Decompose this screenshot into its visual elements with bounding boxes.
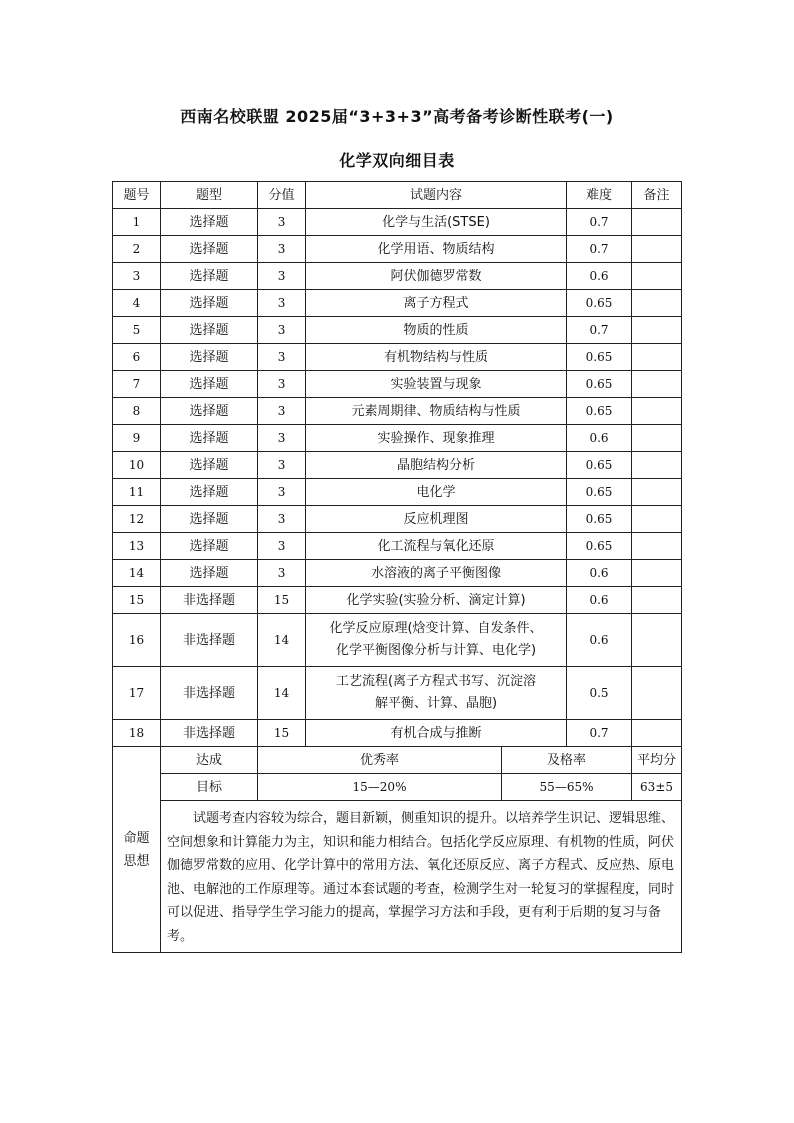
question-no: 18 bbox=[113, 720, 161, 747]
question-content: 阿伏伽德罗常数 bbox=[306, 263, 567, 290]
question-difficulty: 0.7 bbox=[567, 209, 632, 236]
question-content: 化工流程与氧化还原 bbox=[306, 533, 567, 560]
question-content: 电化学 bbox=[306, 479, 567, 506]
question-difficulty: 0.65 bbox=[567, 344, 632, 371]
question-note bbox=[632, 236, 682, 263]
target-label-top: 达成 bbox=[161, 747, 258, 774]
question-no: 10 bbox=[113, 452, 161, 479]
header-note: 备注 bbox=[632, 182, 682, 209]
question-type: 选择题 bbox=[161, 425, 258, 452]
header-no: 题号 bbox=[113, 182, 161, 209]
question-content bbox=[306, 614, 567, 667]
proposition-paragraph: 试题考查内容较为综合，题目新颖，侧重知识的提升。以培养学生识记、逻辑思维、空间想象和计算能力为主，知识和能力相结合。包括化学反应原理、有机物的性质，阿伏伽德罗常数的应用、化学计算中的常用方法、氧化还原反应、离子方程式、反应热、原电池、电解池的工作原理等。通过本套试题的考查，检测学生对一轮复习的掌握程度，同时可以促进、指导学生学习能力的提高，掌握学习方法和手段，更有利于后期的复习与备考。 bbox=[167, 811, 675, 944]
question-content-line: 工艺流程(离子方程式书写、沉淀溶 bbox=[335, 674, 537, 689]
question-score: 3 bbox=[258, 290, 306, 317]
question-no: 9 bbox=[113, 425, 161, 452]
question-difficulty: 0.65 bbox=[567, 506, 632, 533]
question-score: 3 bbox=[258, 533, 306, 560]
table-row bbox=[113, 317, 682, 344]
question-content: 反应机理图 bbox=[306, 506, 567, 533]
question-content: 有机合成与推断 bbox=[306, 720, 567, 747]
question-type: 选择题 bbox=[161, 506, 258, 533]
table-row bbox=[113, 452, 682, 479]
question-difficulty: 0.65 bbox=[567, 479, 632, 506]
question-no: 11 bbox=[113, 479, 161, 506]
question-score: 3 bbox=[258, 263, 306, 290]
target-header-excellent: 优秀率 bbox=[258, 747, 502, 774]
question-score: 3 bbox=[258, 506, 306, 533]
question-no: 14 bbox=[113, 560, 161, 587]
question-type: 选择题 bbox=[161, 479, 258, 506]
question-score: 14 bbox=[258, 614, 306, 667]
question-content: 元素周期律、物质结构与性质 bbox=[306, 398, 567, 425]
question-score: 14 bbox=[258, 667, 306, 720]
target-value-row bbox=[113, 774, 682, 801]
question-content: 实验装置与现象 bbox=[306, 371, 567, 398]
target-header-pass: 及格率 bbox=[502, 747, 632, 774]
proposition-label-line: 思想 bbox=[123, 853, 150, 869]
table-row bbox=[113, 720, 682, 747]
question-type: 选择题 bbox=[161, 371, 258, 398]
question-content: 物质的性质 bbox=[306, 317, 567, 344]
question-note bbox=[632, 533, 682, 560]
question-note bbox=[632, 344, 682, 371]
question-note bbox=[632, 587, 682, 614]
question-type: 选择题 bbox=[161, 533, 258, 560]
question-score: 3 bbox=[258, 317, 306, 344]
question-content: 化学实验(实验分析、滴定计算) bbox=[306, 587, 567, 614]
question-no: 3 bbox=[113, 263, 161, 290]
question-difficulty: 0.6 bbox=[567, 263, 632, 290]
table-row bbox=[113, 371, 682, 398]
table-row bbox=[113, 479, 682, 506]
question-content-line: 解平衡、计算、晶胞) bbox=[374, 696, 498, 711]
question-note bbox=[632, 317, 682, 344]
question-difficulty: 0.65 bbox=[567, 371, 632, 398]
question-score: 3 bbox=[258, 398, 306, 425]
question-no: 6 bbox=[113, 344, 161, 371]
table-header-row bbox=[113, 182, 682, 209]
spec-table bbox=[112, 181, 682, 953]
table-row bbox=[113, 209, 682, 236]
question-score: 3 bbox=[258, 209, 306, 236]
question-content: 有机物结构与性质 bbox=[306, 344, 567, 371]
question-score: 15 bbox=[258, 720, 306, 747]
header-type: 题型 bbox=[161, 182, 258, 209]
table-row bbox=[113, 560, 682, 587]
question-difficulty: 0.65 bbox=[567, 533, 632, 560]
document-subtitle: 化学双向细目表 bbox=[339, 151, 455, 170]
question-no: 5 bbox=[113, 317, 161, 344]
question-note bbox=[632, 452, 682, 479]
question-difficulty: 0.7 bbox=[567, 236, 632, 263]
question-note bbox=[632, 506, 682, 533]
question-note bbox=[632, 720, 682, 747]
target-value-excellent: 15—20% bbox=[258, 774, 502, 801]
question-difficulty: 0.65 bbox=[567, 452, 632, 479]
question-content: 实验操作、现象推理 bbox=[306, 425, 567, 452]
table-row bbox=[113, 425, 682, 452]
question-score: 3 bbox=[258, 560, 306, 587]
question-type: 非选择题 bbox=[161, 667, 258, 720]
target-value-average: 63±5 bbox=[632, 774, 682, 801]
question-difficulty: 0.6 bbox=[567, 425, 632, 452]
question-content: 离子方程式 bbox=[306, 290, 567, 317]
proposition-label-line: 命题 bbox=[123, 830, 150, 846]
question-no: 4 bbox=[113, 290, 161, 317]
table-row bbox=[113, 667, 682, 720]
question-no: 1 bbox=[113, 209, 161, 236]
question-type: 选择题 bbox=[161, 236, 258, 263]
question-content bbox=[306, 667, 567, 720]
proposition-text bbox=[161, 801, 682, 953]
question-score: 3 bbox=[258, 479, 306, 506]
target-value-pass: 55—65% bbox=[502, 774, 632, 801]
question-note bbox=[632, 614, 682, 667]
question-score: 3 bbox=[258, 371, 306, 398]
question-content-line: 化学反应原理(焓变计算、自发条件、 bbox=[329, 621, 543, 636]
question-no: 7 bbox=[113, 371, 161, 398]
table-row bbox=[113, 398, 682, 425]
question-type: 选择题 bbox=[161, 452, 258, 479]
question-difficulty: 0.6 bbox=[567, 614, 632, 667]
question-difficulty: 0.6 bbox=[567, 587, 632, 614]
header-score: 分值 bbox=[258, 182, 306, 209]
question-score: 3 bbox=[258, 344, 306, 371]
question-type: 选择题 bbox=[161, 209, 258, 236]
question-type: 非选择题 bbox=[161, 614, 258, 667]
table-row bbox=[113, 290, 682, 317]
target-header-row bbox=[113, 747, 682, 774]
question-type: 选择题 bbox=[161, 290, 258, 317]
question-type: 选择题 bbox=[161, 344, 258, 371]
question-type: 选择题 bbox=[161, 398, 258, 425]
question-content: 晶胞结构分析 bbox=[306, 452, 567, 479]
question-difficulty: 0.7 bbox=[567, 720, 632, 747]
question-no: 17 bbox=[113, 667, 161, 720]
question-type: 非选择题 bbox=[161, 587, 258, 614]
question-no: 12 bbox=[113, 506, 161, 533]
question-difficulty: 0.5 bbox=[567, 667, 632, 720]
question-no: 2 bbox=[113, 236, 161, 263]
question-content: 化学用语、物质结构 bbox=[306, 236, 567, 263]
question-score: 3 bbox=[258, 236, 306, 263]
question-note bbox=[632, 290, 682, 317]
question-no: 13 bbox=[113, 533, 161, 560]
question-content: 水溶液的离子平衡图像 bbox=[306, 560, 567, 587]
question-difficulty: 0.6 bbox=[567, 560, 632, 587]
proposition-label bbox=[113, 747, 161, 953]
question-note bbox=[632, 398, 682, 425]
question-type: 选择题 bbox=[161, 317, 258, 344]
table-row bbox=[113, 263, 682, 290]
question-score: 3 bbox=[258, 425, 306, 452]
question-type: 非选择题 bbox=[161, 720, 258, 747]
question-note bbox=[632, 667, 682, 720]
question-no: 16 bbox=[113, 614, 161, 667]
question-score: 15 bbox=[258, 587, 306, 614]
table-row bbox=[113, 506, 682, 533]
table-row bbox=[113, 533, 682, 560]
question-difficulty: 0.7 bbox=[567, 317, 632, 344]
philosophy-row bbox=[113, 801, 682, 953]
table-row bbox=[113, 614, 682, 667]
question-note bbox=[632, 479, 682, 506]
target-header-average: 平均分 bbox=[632, 747, 682, 774]
question-note bbox=[632, 425, 682, 452]
table-row bbox=[113, 344, 682, 371]
question-type: 选择题 bbox=[161, 263, 258, 290]
question-difficulty: 0.65 bbox=[567, 290, 632, 317]
question-no: 15 bbox=[113, 587, 161, 614]
table-row bbox=[113, 236, 682, 263]
question-content-line: 化学平衡图像分析与计算、电化学) bbox=[335, 643, 537, 658]
header-difficulty: 难度 bbox=[567, 182, 632, 209]
header-content: 试题内容 bbox=[306, 182, 567, 209]
table-row bbox=[113, 587, 682, 614]
question-difficulty: 0.65 bbox=[567, 398, 632, 425]
question-no: 8 bbox=[113, 398, 161, 425]
target-label-bottom: 目标 bbox=[161, 774, 258, 801]
question-type: 选择题 bbox=[161, 560, 258, 587]
document-title: 西南名校联盟 2025届“3+3+3”高考备考诊断性联考(一) bbox=[180, 107, 614, 126]
question-score: 3 bbox=[258, 452, 306, 479]
question-note bbox=[632, 209, 682, 236]
question-note bbox=[632, 560, 682, 587]
question-note bbox=[632, 263, 682, 290]
question-content: 化学与生活(STSE) bbox=[306, 209, 567, 236]
question-note bbox=[632, 371, 682, 398]
